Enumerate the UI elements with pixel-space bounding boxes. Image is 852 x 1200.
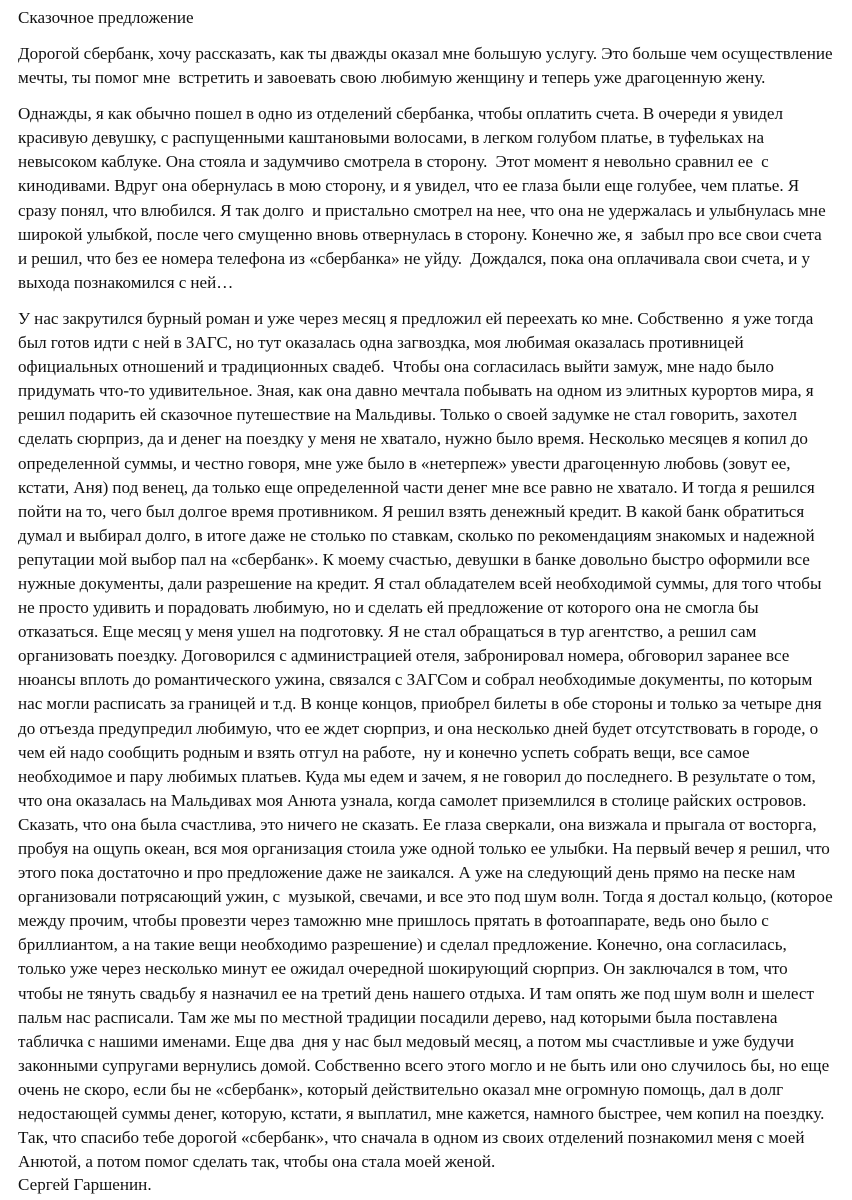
paragraph-proposal-story: У нас закрутился бурный роман и уже через месяц я предложил ей переехать ко мне. Собственно я уже тогда был готов идти с ней в ЗАГС, но тут оказалась одна загвоздка, моя любимая оказалась противницей официальных отношений и традиционных свадеб. Чтобы она согласилась выйти замуж, мне надо было придумать что-то удивительное. Зная, как она давно мечтала побывать на одном из элитных курортов мира, я решил подарить ей сказочное путешествие на Мальдивы. Только о своей задумке не стал говорить, захотел сделать сюрприз, да и денег на поездку у меня не хватало, нужно было время. Несколько месяцев я копил до определенной суммы, и честно говоря, мне уже было в «нетерпеж» увести драгоценную любовь (зовут ее, кстати, Аня) под венец, да только еще определенной части денег мне все равно не хватало. И тогда я решился пойти на то, чего был долгое время противником. Я решил взять денежный кредит. В какой банк обратиться думал и выбирал долго, в итоге даже не столько по ставкам, сколько по рекомендациям знакомых и надежной репутации мой выбор пал на «сбербанк». К моему счастью, девушки в банке довольно быстро оформили все нужные документы, дали разрешение на кредит. Я стал обладателем всей необходимой суммы, для того чтобы не просто удивить и порадовать любимую, но и сделать ей предложение от которого она не смогла бы отказаться. Еще месяц у меня ушел на подготовку. Я не стал обращаться в тур агентство, а решил сам организовать поездку. Договорился с администрацией отеля, забронировал номера, обговорил заранее все нюансы вплоть до романтического ужина, связался с ЗАГСом и собрал необходимые документы, по которым нас могли расписать за границей и т.д. В конце концов, приобрел билеты в обе стороны и только за четыре дня до отъезда предупредил любимую, что ее ждет сюрприз, и она несколько дней будет отсутствовать в городе, о чем ей надо сообщить родным и взять отгул на работе, ну и конечно успеть собрать вещи, все самое необходимое и пару любимых платьев. Куда мы едем и зачем, я не говорил до последнего. В результате о том, что она оказалась на Мальдивах моя Анюта узнала, когда самолет приземлился в столице райских островов. Сказать, что она была счастлива, это ничего не сказать. Ее глаза сверкали, она визжала и прыгала от восторга, пробуя на ощупь океан, вся моя организация стоила уже одной только ее улыбки. На первый вечер я решил, что этого пока достаточно и про предложение даже не заикался. А уже на следующий день прямо на песке нам организовали потрясающий ужин, с музыкой, свечами, и все это под шум волн. Тогда я достал кольцо, (которое между прочим, чтобы провезти через таможню мне пришлось прятать в фотоаппарате, ведь оно было с бриллиантом, а на такие вещи необходимо разрешение) и сделал предложение. Конечно, она согласилась, только уже через несколько минут ее ожидал очередной шокирующий сюрприз. Он заключался в том, что чтобы не тянуть свадьбу я назначил ее на третий день нашего отдыха. И там опять же под шум волн и шелест пальм нас расписали. Там же мы по местной традиции посадили дерево, над которыми была поставлена табличка с нашими именами. Еще два дня у нас был медовый месяц, а потом мы счастливые и уже будучи законными супругами вернулись домой. Собственно всего этого могло и не быть или оно случилось бы, но еще очень не скоро, если бы не «сбербанк», который действительно оказал мне огромную помощь, дал в долг недостающей суммы денег, которую, кстати, я выплатил, мне кажется, намного быстрее, чем копил на поездку. Так, что спасибо тебе дорогой «сбербанк», что сначала в одном из своих отделений познакомил меня с моей Анютой, а потом помог сделать так, чтобы она стала моей женой. <box>18 308 837 1172</box>
paragraph-meeting: Однажды, я как обычно пошел в одно из отделений сбербанка, чтобы оплатить счета. В очереди я увидел красивую девушку, с распущенными каштановыми волосами, в легком голубом платье, в туфельках на невысоком каблуке. Она стояла и задумчиво смотрела в сторону. Этот момент я невольно сравнил ее с кинодивами. Вдруг она обернулась в мою сторону, и я увидел, что ее глаза были еще голубее, чем платье. Я сразу понял, что влюбился. Я так долго и пристально смотрел на нее, что она не удержалась и улыбнулась мне широкой улыбкой, после чего смущенно вновь отвернулась в сторону. Конечно же, я забыл про все свои счета и решил, что без ее номера телефона из «сбербанка» не уйду. Дождался, пока она оплачивала свои счета, и у выхода познакомился с ней… <box>18 104 830 292</box>
paragraph-intro: Дорогой сбербанк, хочу рассказать, как ты дважды оказал мне большую услугу. Это больше чем осуществление мечты, ты помог мне встретить и завоевать свою любимую женщину и теперь уже драгоценную жену. <box>18 44 837 88</box>
author-signature: Сергей Гаршенин. <box>18 1175 152 1194</box>
document-title: Сказочное предложение <box>18 8 194 27</box>
